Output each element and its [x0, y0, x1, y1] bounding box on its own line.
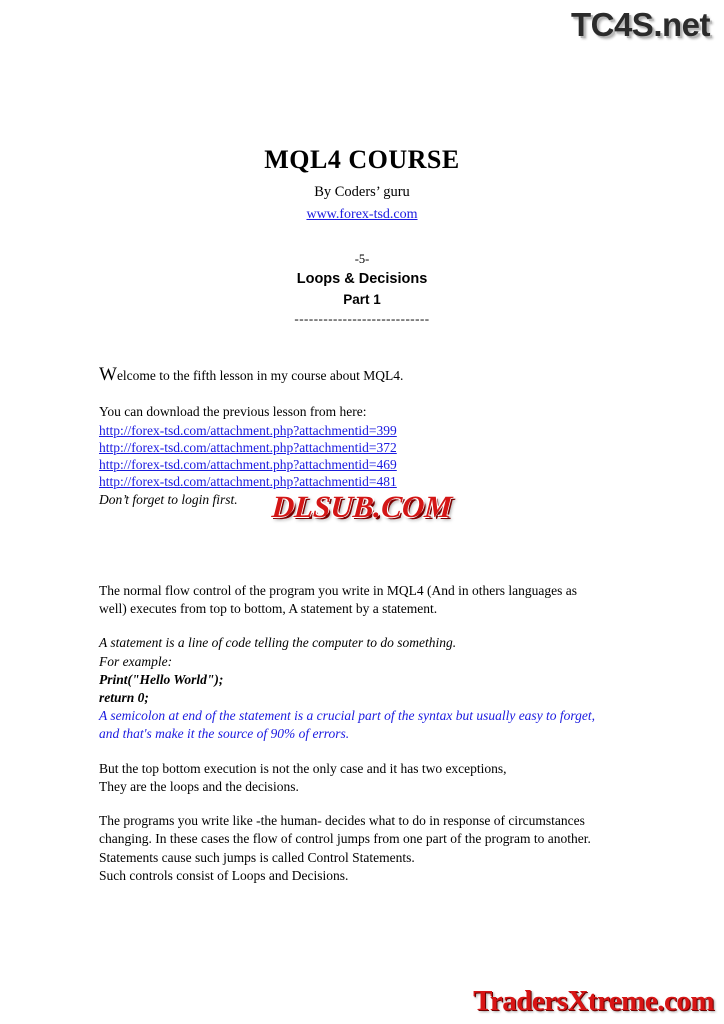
byline: By Coders’ guru [314, 184, 410, 201]
exceptions-line-1: But the top bottom execution is not the only case and it has two exceptions, [99, 760, 507, 776]
lesson-divider: ---------------------------- [294, 311, 430, 327]
exceptions-paragraph [99, 760, 625, 796]
intro-text: elcome to the fifth lesson in my course about MQL4. [116, 367, 404, 383]
flow-line-1: The normal flow control of the program you write in MQL4 (And in others languages as [99, 582, 578, 598]
lesson-name: Loops & Decisions [296, 271, 428, 288]
code-print-statement: Print("Hello World"); [99, 671, 224, 687]
control-line-3: Statements cause such jumps is called Control Statements. [99, 849, 415, 865]
watermark-dlsub: DLSUB.COM [270, 489, 454, 524]
flow-paragraph [99, 582, 625, 618]
statement-paragraph [99, 634, 625, 743]
statement-definition: A statement is a line of code telling the computer to do something. [99, 635, 457, 651]
lesson-number: -5- [354, 251, 370, 266]
title-block [99, 142, 625, 225]
download-link-1[interactable]: http://forex-tsd.com/attachment.php?attachmentid=399 [99, 422, 397, 438]
lesson-block [99, 251, 625, 328]
control-line-4: Such controls consist of Loops and Decisions. [99, 867, 349, 883]
semicolon-note-line-1: A semicolon at end of the statement is a crucial part of the syntax but usually easy to forget, [99, 708, 596, 724]
body-block [99, 362, 625, 885]
control-paragraph [99, 812, 625, 885]
watermark-tradersxtreme: TradersXtreme.com [473, 985, 714, 1017]
site-link[interactable]: www.forex-tsd.com [306, 206, 418, 222]
intro-paragraph [99, 362, 625, 388]
download-link-2[interactable]: http://forex-tsd.com/attachment.php?attachmentid=372 [99, 439, 397, 455]
download-link-3[interactable]: http://forex-tsd.com/attachment.php?attachmentid=469 [99, 457, 397, 473]
download-link-4[interactable]: http://forex-tsd.com/attachment.php?attachmentid=481 [99, 474, 397, 490]
page-title: MQL4 COURSE [264, 145, 460, 174]
for-example-label: For example: [99, 653, 173, 669]
download-intro: You can download the previous lesson from here: [99, 404, 367, 420]
login-note: Don’t forget to login first. [99, 491, 238, 507]
control-line-2: changing. In these cases the flow of control jumps from one part of the program to another. [99, 831, 591, 847]
document-content [99, 0, 625, 901]
exceptions-line-2: They are the loops and the decisions. [99, 778, 299, 794]
control-line-1: The programs you write like -the human- decides what to do in response of circumstances [99, 813, 585, 829]
watermark-gap [99, 524, 625, 582]
intro-dropcap: W [99, 363, 117, 385]
watermark-tc4s: TC4S.net [570, 6, 710, 43]
lesson-part: Part 1 [343, 291, 381, 307]
code-return-statement: return 0; [99, 690, 149, 706]
semicolon-note-line-2: and that's make it the source of 90% of errors. [99, 726, 350, 742]
flow-line-2: well) executes from top to bottom, A statement by a statement. [99, 601, 438, 617]
